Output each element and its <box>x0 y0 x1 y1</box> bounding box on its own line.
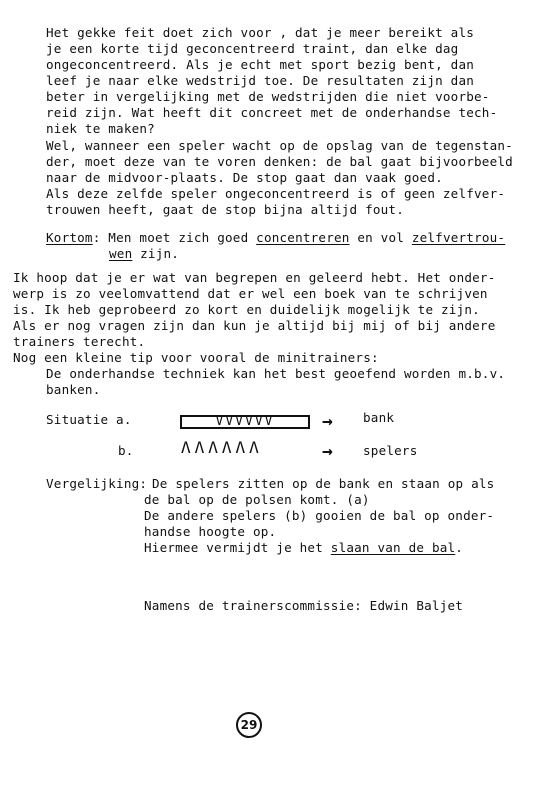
text-line: reid zijn. Wat heeft dit concreet met de onderhandse tech- <box>46 105 498 120</box>
text-line: ongeconcentreerd. Als je echt met sport bezig bent, dan <box>46 57 475 72</box>
arrow-right-icon: → <box>322 441 333 462</box>
text-line: Als er nog vragen zijn dan kun je altijd bij mij of bij andere <box>13 318 496 333</box>
text-line: Ik hoop dat je er wat van begrepen en geleerd hebt. Het onder- <box>13 270 496 285</box>
bank-illustration: VVVVVV <box>180 415 310 429</box>
kortom-line <box>46 230 505 246</box>
text-line: der, moet deze van te voren denken: de bal gaat bijvoorbeeld <box>46 154 513 169</box>
text-line: Als deze zelfde speler ongeconcentreerd is of geen zelfver- <box>46 186 506 201</box>
text-line: beter in vergelijking met de wedstrijden die niet voorbe- <box>46 89 490 104</box>
text-line: De andere spelers (b) gooien de bal op onder- <box>144 508 495 523</box>
kortom-text: Men moet zich goed <box>108 230 257 245</box>
text-line <box>144 540 463 556</box>
players-illustration: ΛΛΛΛΛΛ <box>181 438 263 457</box>
kortom-text: zijn. <box>132 246 180 261</box>
text-line: banken. <box>46 382 101 397</box>
text-line: Nog een kleine tip voor vooral de minitrainers: <box>13 350 379 365</box>
text-line: De spelers zitten op de bank en staan op als <box>152 476 495 491</box>
text-line: handse hoogte op. <box>144 524 277 539</box>
text-line: De onderhandse techniek kan het best geoefend worden m.b.v. <box>46 366 506 381</box>
text-line: naar de midvoor-plaats. De stop gaat dan vaak goed. <box>46 170 443 185</box>
text-line: Het gekke feit doet zich voor , dat je meer bereikt als <box>46 25 475 40</box>
text-line: niek te maken? <box>46 121 155 136</box>
text-line: je een korte tijd geconcentreerd traint, dan elke dag <box>46 41 459 56</box>
kortom-keyword-zelfvertrouwen-end: wen <box>109 246 133 261</box>
underlined-phrase: slaan van de bal <box>330 540 456 555</box>
situatie-a-label: Situatie a. <box>46 412 132 427</box>
kortom-keyword-concentreren: concentreren <box>256 230 350 245</box>
text-line: is. Ik heb geprobeerd zo kort en duidelijk mogelijk te zijn. <box>13 302 480 317</box>
text-line: trainers terecht. <box>13 334 146 349</box>
kortom-separator: : <box>92 230 109 245</box>
text-line: Wel, wanneer een speler wacht op de opslag van de tegenstan- <box>46 138 513 153</box>
text-fragment: . <box>455 540 464 555</box>
situatie-b-label: b. <box>118 443 134 458</box>
text-line: de bal op de polsen komt. (a) <box>144 492 370 507</box>
spelers-label: spelers <box>363 443 418 458</box>
kortom-keyword-zelfvertrouwen: zelfvertrou- <box>411 230 506 245</box>
text-line: werp is zo veelomvattend dat er wel een boek van te schrijven <box>13 286 488 301</box>
text-fragment: Hiermee vermijdt je het <box>144 540 331 555</box>
text-line: trouwen heeft, gaat de stop bijna altijd fout. <box>46 202 404 217</box>
vergelijking-label: Vergelijking: <box>46 476 148 491</box>
kortom-text: en vol <box>349 230 412 245</box>
kortom-line-2 <box>109 246 179 262</box>
signature-line: Namens de trainerscommissie: Edwin Baljet <box>144 598 464 613</box>
kortom-label: Kortom <box>46 230 93 245</box>
arrow-right-icon: → <box>322 411 333 432</box>
bank-label: bank <box>363 410 395 425</box>
page-number: 29 <box>236 712 262 738</box>
text-line: leef je naar elke wedstrijd toe. De resultaten zijn dan <box>46 73 475 88</box>
